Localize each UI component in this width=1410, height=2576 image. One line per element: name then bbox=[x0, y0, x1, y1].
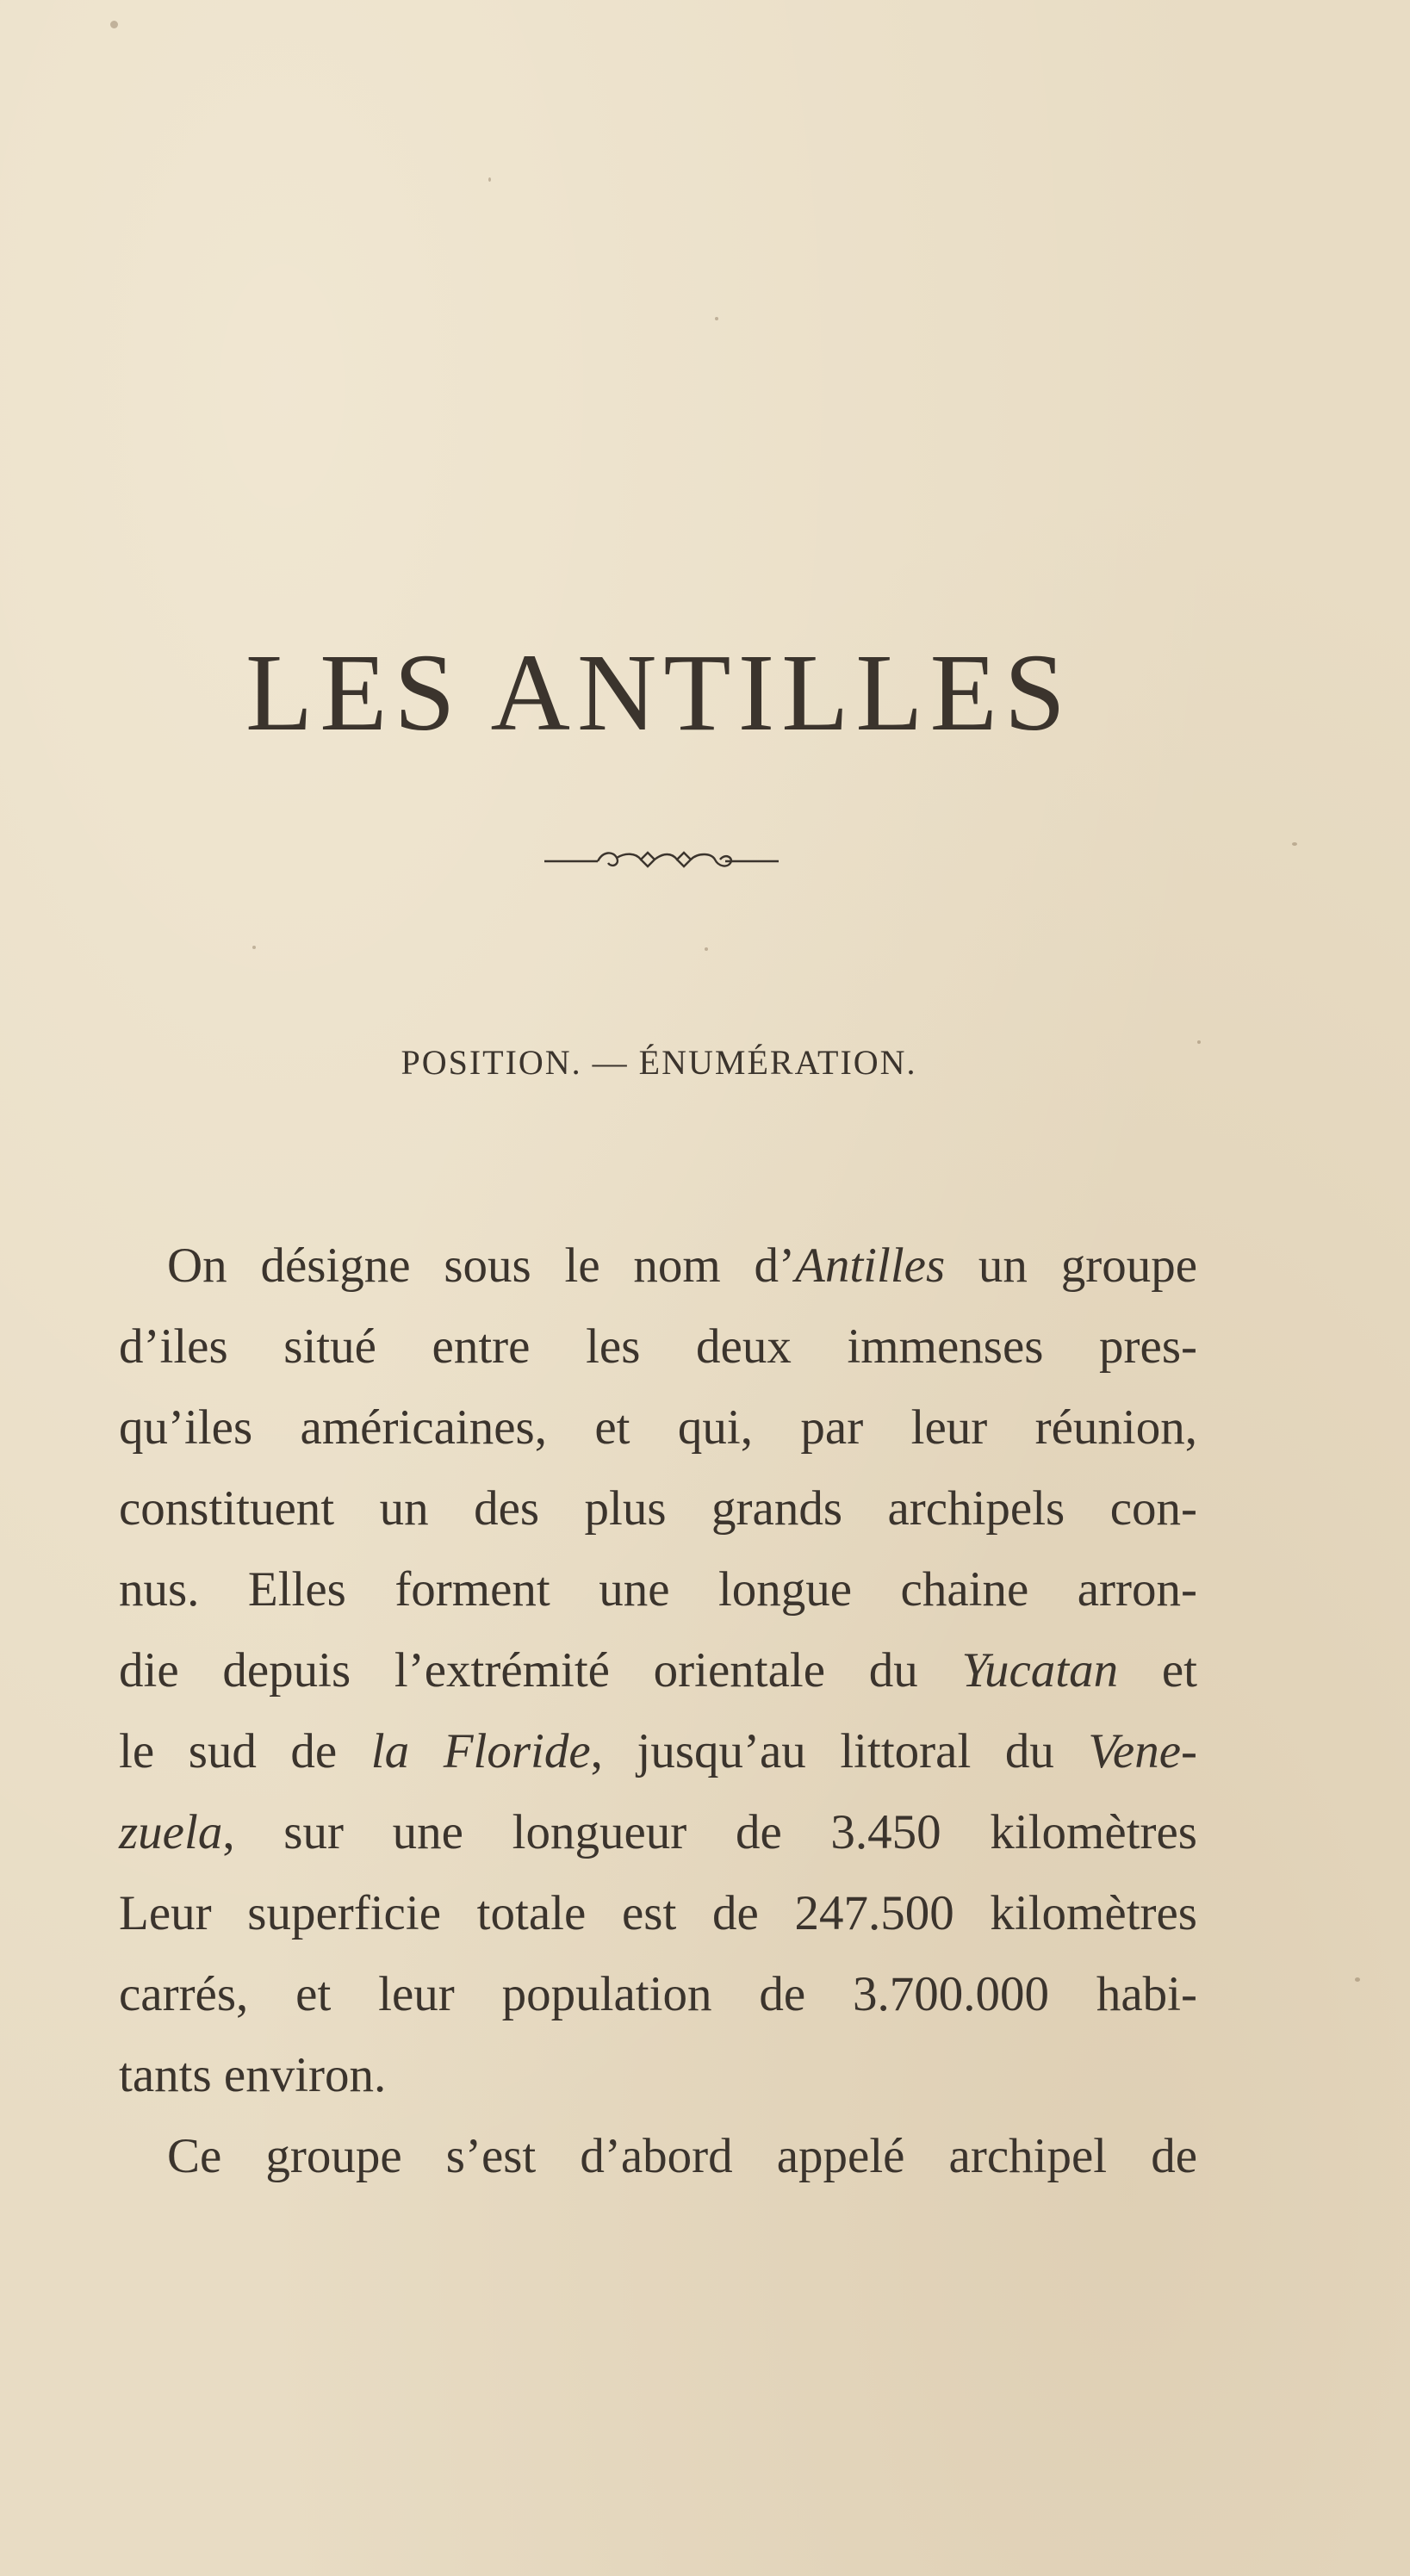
text-segment: , sur une longueur de 3.450 kilomètres bbox=[222, 1805, 1197, 1859]
italic-text-segment: la Floride bbox=[370, 1724, 591, 1778]
italic-text-segment: Antilles bbox=[795, 1238, 946, 1293]
text-segment: tants environ. bbox=[119, 2048, 387, 2102]
text-segment: un groupe bbox=[945, 1238, 1197, 1293]
text-segment: carrés, et leur population de 3.700.000 habi- bbox=[119, 1967, 1197, 2021]
chapter-subtitle: POSITION. — ÉNUMÉRATION. bbox=[401, 1043, 917, 1082]
text-segment: , jusqu’au littoral du bbox=[590, 1724, 1089, 1778]
text-segment: d’iles situé entre les deux immenses pres- bbox=[119, 1319, 1197, 1374]
text-segment: et bbox=[1118, 1643, 1198, 1698]
text-line bbox=[119, 1873, 1197, 1954]
text-line bbox=[119, 1711, 1197, 1792]
text-line bbox=[119, 2035, 1197, 2116]
chapter-title: LES ANTILLES bbox=[245, 631, 1072, 754]
text-line bbox=[119, 1549, 1197, 1630]
text-segment: On désigne sous le nom d’ bbox=[167, 1238, 795, 1293]
text-segment: die depuis l’extrémité orientale du bbox=[119, 1643, 962, 1698]
text-line bbox=[119, 2116, 1197, 2197]
text-segment: qu’iles américaines, et qui, par leur réunion, bbox=[119, 1400, 1197, 1455]
decorative-scroll-ornament-icon bbox=[543, 842, 780, 877]
italic-text-segment: Yucatan bbox=[961, 1643, 1119, 1698]
text-line bbox=[119, 1954, 1197, 2035]
text-line bbox=[119, 1792, 1197, 1873]
italic-text-segment: Vene- bbox=[1088, 1724, 1198, 1778]
text-line bbox=[119, 1226, 1197, 1307]
text-line bbox=[119, 1630, 1197, 1711]
body-text bbox=[119, 1226, 1197, 2197]
text-segment: le sud de bbox=[119, 1724, 371, 1778]
text-segment: nus. Elles forment une longue chaine arron- bbox=[119, 1562, 1197, 1617]
italic-text-segment: zuela bbox=[119, 1805, 223, 1859]
text-segment: Ce groupe s’est d’abord appelé archipel de bbox=[167, 2129, 1197, 2183]
text-segment: constituent un des plus grands archipels con- bbox=[119, 1481, 1197, 1536]
text-line bbox=[119, 1387, 1197, 1468]
text-line bbox=[119, 1468, 1197, 1549]
text-line bbox=[119, 1307, 1197, 1387]
text-segment: Leur superficie totale est de 247.500 kilomètres bbox=[119, 1886, 1197, 1940]
